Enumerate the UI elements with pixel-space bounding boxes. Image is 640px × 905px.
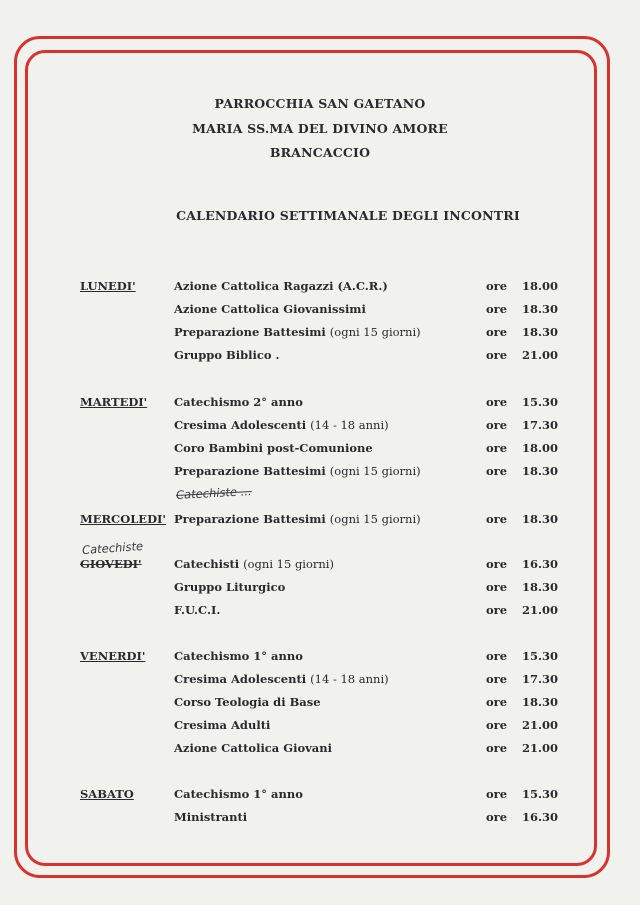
activity-name: Azione Cattolica Giovani (174, 741, 332, 755)
schedule-row (0, 580, 640, 598)
activity-name: Cresima Adulti (174, 718, 271, 732)
ore-label: ore (486, 787, 508, 801)
time-value: 16.30 (522, 557, 559, 571)
time-value: 17.30 (522, 418, 559, 432)
activity-name: Ministranti (174, 810, 248, 824)
ore-label: ore (486, 348, 508, 362)
ore-label: ore (486, 395, 508, 409)
day-label: VENERDI' (80, 649, 146, 663)
time-value: 18.30 (522, 464, 559, 478)
schedule-row (0, 464, 640, 482)
ore-label: ore (486, 741, 508, 755)
schedule-row (0, 741, 640, 759)
activity-name: Catechismo 2° anno (174, 395, 303, 409)
day-label: GIOVEDI' (80, 557, 142, 571)
ore-label: ore (486, 718, 508, 732)
time-value: 18.30 (522, 580, 559, 594)
time-value: 18.00 (522, 279, 559, 293)
schedule-row (0, 603, 640, 621)
activity-name: Cresima Adolescenti (14 - 18 anni) (174, 672, 389, 686)
activity-name: Gruppo Biblico . (174, 348, 280, 362)
schedule-row (0, 395, 640, 413)
ore-label: ore (486, 580, 508, 594)
schedule-row (0, 302, 640, 320)
activity-name: Preparazione Battesimi (ogni 15 giorni) (174, 464, 421, 478)
time-value: 21.00 (522, 718, 559, 732)
time-value: 15.30 (522, 787, 559, 801)
time-value: 18.30 (522, 302, 559, 316)
parish-name: PARROCCHIA SAN GAETANO (214, 96, 426, 111)
time-value: 18.30 (522, 512, 559, 526)
ore-label: ore (486, 695, 508, 709)
activity-name: Coro Bambini post-Comunione (174, 441, 373, 455)
activity-name: Preparazione Battesimi (ogni 15 giorni) (174, 325, 421, 339)
day-label: MERCOLEDI' (80, 512, 166, 526)
calendar-title: CALENDARIO SETTIMANALE DEGLI INCONTRI (176, 208, 520, 223)
day-label: MARTEDI' (80, 395, 148, 409)
schedule-row (0, 557, 640, 575)
handwritten-note-catechiste-crossed: Catechiste ... (175, 484, 252, 502)
activity-name: Preparazione Battesimi (ogni 15 giorni) (174, 512, 421, 526)
activity-name: Azione Cattolica Ragazzi (A.C.R.) (174, 279, 388, 293)
time-value: 18.30 (522, 695, 559, 709)
activity-name: Azione Cattolica Giovanissimi (174, 302, 366, 316)
schedule-row (0, 695, 640, 713)
ore-label: ore (486, 418, 508, 432)
ore-label: ore (486, 603, 508, 617)
schedule-row (0, 512, 640, 530)
activity-name: Gruppo Liturgico (174, 580, 286, 594)
time-value: 18.00 (522, 441, 559, 455)
time-value: 17.30 (522, 672, 559, 686)
ore-label: ore (486, 557, 508, 571)
activity-name: Cresima Adolescenti (14 - 18 anni) (174, 418, 389, 432)
ore-label: ore (486, 672, 508, 686)
time-value: 15.30 (522, 649, 559, 663)
ore-label: ore (486, 441, 508, 455)
schedule-row (0, 279, 640, 297)
ore-label: ore (486, 649, 508, 663)
activity-name: Catechisti (ogni 15 giorni) (174, 557, 334, 571)
schedule-row (0, 787, 640, 805)
schedule-row (0, 441, 640, 459)
activity-name: Catechismo 1° anno (174, 649, 303, 663)
time-value: 21.00 (522, 348, 559, 362)
parish-dedication: MARIA SS.MA DEL DIVINO AMORE (192, 121, 448, 136)
ore-label: ore (486, 325, 508, 339)
time-value: 16.30 (522, 810, 559, 824)
ore-label: ore (486, 810, 508, 824)
time-value: 18.30 (522, 325, 559, 339)
day-label: SABATO (80, 787, 134, 801)
activity-name: Corso Teologia di Base (174, 695, 321, 709)
activity-name: Catechismo 1° anno (174, 787, 303, 801)
ore-label: ore (486, 279, 508, 293)
schedule-row (0, 672, 640, 690)
time-value: 15.30 (522, 395, 559, 409)
ore-label: ore (486, 302, 508, 316)
schedule-row (0, 649, 640, 667)
schedule-row (0, 325, 640, 343)
handwritten-note-catechiste: Catechiste (81, 538, 144, 558)
ore-label: ore (486, 512, 508, 526)
schedule-row (0, 348, 640, 366)
schedule-row (0, 418, 640, 436)
activity-name: F.U.C.I. (174, 603, 221, 617)
time-value: 21.00 (522, 741, 559, 755)
ore-label: ore (486, 464, 508, 478)
time-value: 21.00 (522, 603, 559, 617)
parish-location: BRANCACCIO (269, 145, 371, 160)
schedule-row (0, 810, 640, 828)
day-label: LUNEDI' (80, 279, 136, 293)
schedule-row (0, 718, 640, 736)
